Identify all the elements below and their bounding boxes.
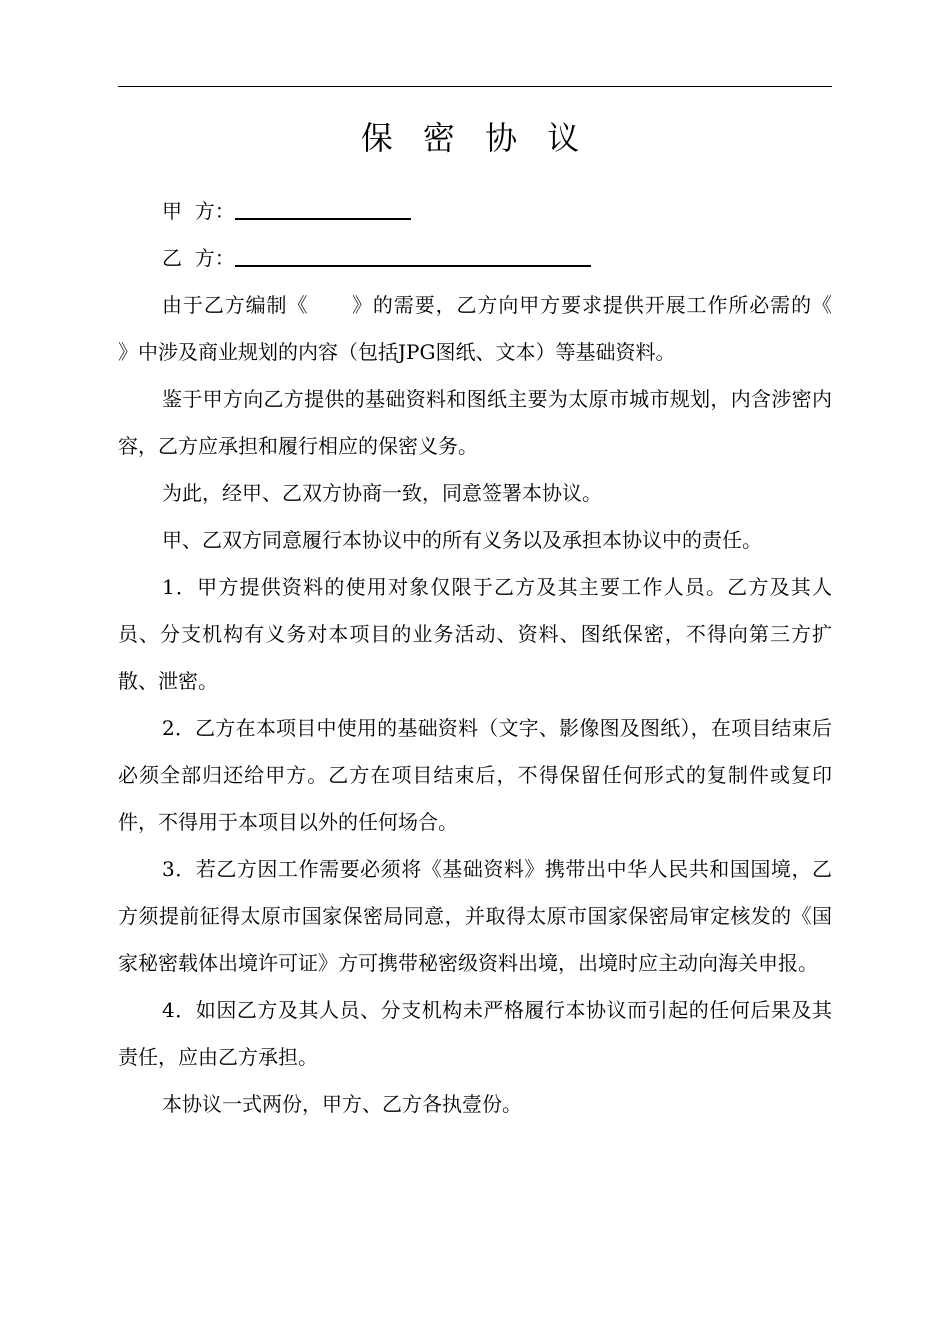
document-title: 保 密 协 议 — [360, 119, 590, 157]
clause-4: 4．如因乙方及其人员、分支机构未严格履行本协议而引起的任何后果及其责任，应由乙方承担。 — [118, 998, 832, 1069]
paragraph-copies: 本协议一式两份，甲方、乙方各执壹份。 — [162, 1092, 522, 1116]
party-a-blank — [235, 190, 411, 220]
party-a-line — [118, 188, 832, 235]
header-rule — [118, 86, 832, 87]
paragraph-confidentiality-basis: 鉴于甲方向乙方提供的基础资料和图纸主要为太原市城市规划，内含涉密内容，乙方应承担和履行相应的保密义务。 — [118, 387, 832, 458]
clause-3: 3．若乙方因工作需要必须将《基础资料》携带出中华人民共和国国境，乙方须提前征得太原市国家保密局同意，并取得太原市国家保密局审定核发的《国家秘密载体出境许可证》方可携带秘密级资料出境，出境时应主动向海关申报。 — [118, 857, 832, 975]
document-body — [118, 188, 871, 1128]
party-b-blank — [235, 237, 591, 267]
paragraph-purpose: 由于乙方编制《 》的需要，乙方向甲方要求提供开展工作所必需的《 》中涉及商业规划的内容（包括JPG图纸、文本）等基础资料。 — [118, 293, 871, 364]
clause-2: 2．乙方在本项目中使用的基础资料（文字、影像图及图纸），在项目结束后必须全部归还给甲方。乙方在项目结束后，不得保留任何形式的复制件或复印件，不得用于本项目以外的任何场合。 — [118, 716, 832, 834]
paragraph-agreement: 为此，经甲、乙双方协商一致，同意签署本协议。 — [162, 481, 602, 505]
party-a-label: 甲 方： — [162, 199, 235, 223]
paragraph-obligations: 甲、乙双方同意履行本协议中的所有义务以及承担本协议中的责任。 — [162, 528, 762, 552]
clause-1: 1．甲方提供资料的使用对象仅限于乙方及其主要工作人员。乙方及其人员、分支机构有义务对本项目的业务活动、资料、图纸保密，不得向第三方扩散、泄密。 — [118, 575, 832, 693]
party-b-label: 乙 方： — [162, 246, 235, 270]
party-b-line — [118, 235, 832, 282]
